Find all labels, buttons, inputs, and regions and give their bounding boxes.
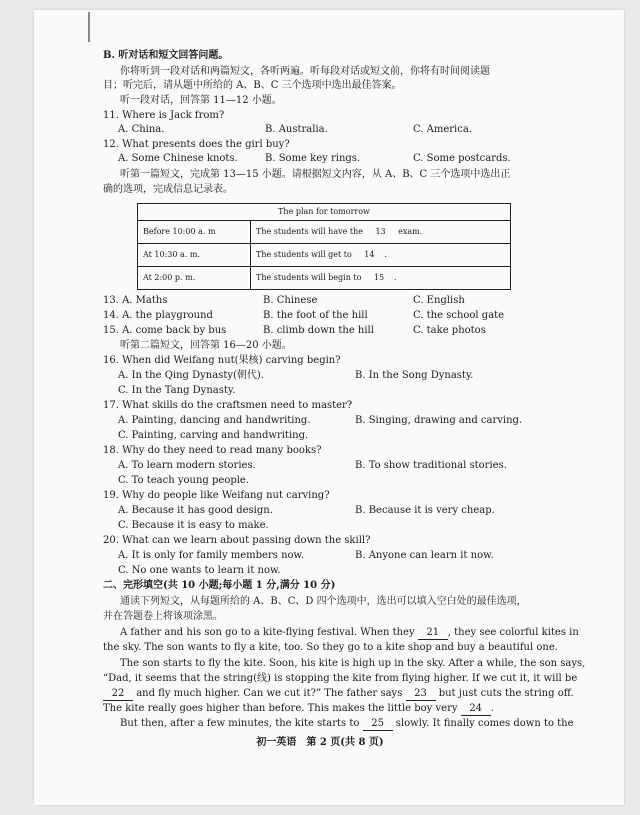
q20-option-a: A. It is only for family members now. xyxy=(118,550,305,561)
q11-option-a: A. China. xyxy=(118,124,165,135)
table-plan-cell: The students will have the 13 exam. xyxy=(251,221,510,243)
q15-option-a: 15. A. come back by bus xyxy=(103,325,227,336)
q18-option-c: C. To teach young people. xyxy=(118,475,250,486)
q13-option-a: 13. A. Maths xyxy=(103,295,168,306)
table-row xyxy=(138,267,510,289)
table-time-cell: Before 10:00 a. m xyxy=(138,221,251,243)
q19-option-c: C. Because it is easy to make. xyxy=(118,520,269,531)
q16-stem: 16. When did Weifang nut(果核) carving begin? xyxy=(103,355,341,366)
answer-blank-21: 21 xyxy=(418,627,448,640)
q16-option-c: C. In the Tang Dynasty. xyxy=(118,385,236,396)
cloze-section-title: 二、完形填空(共 10 小题;每小题 1 分,满分 10 分) xyxy=(103,580,336,591)
cloze-line-6: The kite really goes higher than before. This makes the little boy very 24 . xyxy=(103,703,494,714)
q12-option-c: C. Some postcards. xyxy=(413,153,511,164)
q16-option-b: B. In the Song Dynasty. xyxy=(355,370,474,381)
answer-blank-24: 24 xyxy=(461,703,491,716)
cloze-line-1: A father and his son go to a kite-flying festival. When they 21 , they see colorful kites in xyxy=(120,627,579,638)
cloze-line-4: “Dad, it seems that the string(线) is stopping the kite from flying higher. If we cut it, it will be xyxy=(103,673,578,684)
table-plan-cell: The students will begin to 15 . xyxy=(251,267,510,289)
answer-blank-13: 13 xyxy=(366,221,396,244)
answer-blank-25: 25 xyxy=(363,718,393,731)
passage2-instruction: 听第二篇短文，回答第 16—20 小题。 xyxy=(120,340,292,351)
q13-option-b: B. Chinese xyxy=(263,295,318,306)
q19-option-a: A. Because it has good design. xyxy=(118,505,273,516)
q20-stem: 20. What can we learn about passing down the skill? xyxy=(103,535,371,546)
q19-option-b: B. Because it is very cheap. xyxy=(355,505,495,516)
q17-option-b: B. Singing, drawing and carving. xyxy=(355,415,523,426)
section-b-instruction-2: 目；听完后，请从题中所给的 A、B、C 三个选项中选出最佳答案。 xyxy=(103,80,402,91)
q18-option-b: B. To show traditional stories. xyxy=(355,460,507,471)
q18-option-a: A. To learn modern stories. xyxy=(118,460,256,471)
section-b-title: B. 听对话和短文回答问题。 xyxy=(103,50,229,61)
table-time-cell: At 2:00 p. m. xyxy=(138,267,251,289)
answer-blank-15: 15 xyxy=(364,267,394,290)
q12-option-a: A. Some Chinese knots. xyxy=(118,153,238,164)
q14-option-b: B. the foot of the hill xyxy=(263,310,368,321)
q19-stem: 19. Why do people like Weifang nut carving? xyxy=(103,490,330,501)
q15-option-b: B. climb down the hill xyxy=(263,325,374,336)
answer-blank-22: 22 xyxy=(103,688,133,701)
q16-option-a: A. In the Qing Dynasty(朝代). xyxy=(118,370,264,381)
cloze-line-5: 22 and fly much higher. Can we cut it?” The father says 23 but just cuts the string off. xyxy=(103,688,574,701)
cloze-instruction-1: 通读下列短文，从每题所给的 A、B、C、D 四个选项中，选出可以填入空白处的最佳选项， xyxy=(120,596,527,607)
q17-option-c: C. Painting, carving and handwriting. xyxy=(118,430,309,441)
q13-option-c: C. English xyxy=(413,295,465,306)
q14-option-c: C. the school gate xyxy=(413,310,505,321)
q12-stem: 12. What presents does the girl buy? xyxy=(103,139,290,150)
q14-option-a: 14. A. the playground xyxy=(103,310,213,321)
q11-option-b: B. Australia. xyxy=(265,124,328,135)
cloze-line-3: The son starts to fly the kite. Soon, his kite is high up in the sky. After a while, the son says, xyxy=(120,658,586,669)
table-row xyxy=(138,244,510,267)
table-time-cell: At 10:30 a. m. xyxy=(138,244,251,266)
passage1-instruction-2: 确的选项，完成信息记录表。 xyxy=(103,184,233,195)
cloze-line-7: But then, after a few minutes, the kite starts to 25 slowly. It finally comes down to the xyxy=(120,718,574,729)
passage1-instruction-1: 听第一篇短文，完成第 13—15 小题。请根据短文内容，从 A、B、C 三个选项中选出正 xyxy=(120,169,511,180)
section-b-instruction-1: 你将听到一段对话和两篇短文，各听两遍。听每段对话或短文前，你将有时间阅读题 xyxy=(120,66,490,77)
table-row xyxy=(138,221,510,244)
q11-option-c: C. America. xyxy=(413,124,472,135)
cloze-line-2: the sky. The son wants to fly a kite, too. So they go to a kite shop and buy a beautiful one. xyxy=(103,642,558,653)
q12-option-b: B. Some key rings. xyxy=(265,153,361,164)
q20-option-b: B. Anyone can learn it now. xyxy=(355,550,494,561)
page-footer: 初一英语 第 2 页(共 8 页) xyxy=(256,737,384,748)
plan-table xyxy=(137,203,511,290)
q17-stem: 17. What skills do the craftsmen need to master? xyxy=(103,400,353,411)
q17-option-a: A. Painting, dancing and handwriting. xyxy=(118,415,311,426)
q11-stem: 11. Where is Jack from? xyxy=(103,110,225,121)
page-edge-mark xyxy=(88,12,90,42)
q18-stem: 18. Why do they need to read many books? xyxy=(103,445,322,456)
answer-blank-14: 14 xyxy=(354,244,384,267)
answer-blank-23: 23 xyxy=(406,688,436,701)
plan-table-title: The plan for tomorrow xyxy=(138,204,510,221)
q15-option-c: C. take photos xyxy=(413,325,486,336)
cloze-instruction-2: 并在答题卷上将该项涂黑。 xyxy=(103,611,223,622)
dialogue-instruction: 听一段对话，回答第 11—12 小题。 xyxy=(120,95,282,106)
table-plan-cell: The students will get to 14 . xyxy=(251,244,510,266)
q20-option-c: C. No one wants to learn it now. xyxy=(118,565,281,576)
